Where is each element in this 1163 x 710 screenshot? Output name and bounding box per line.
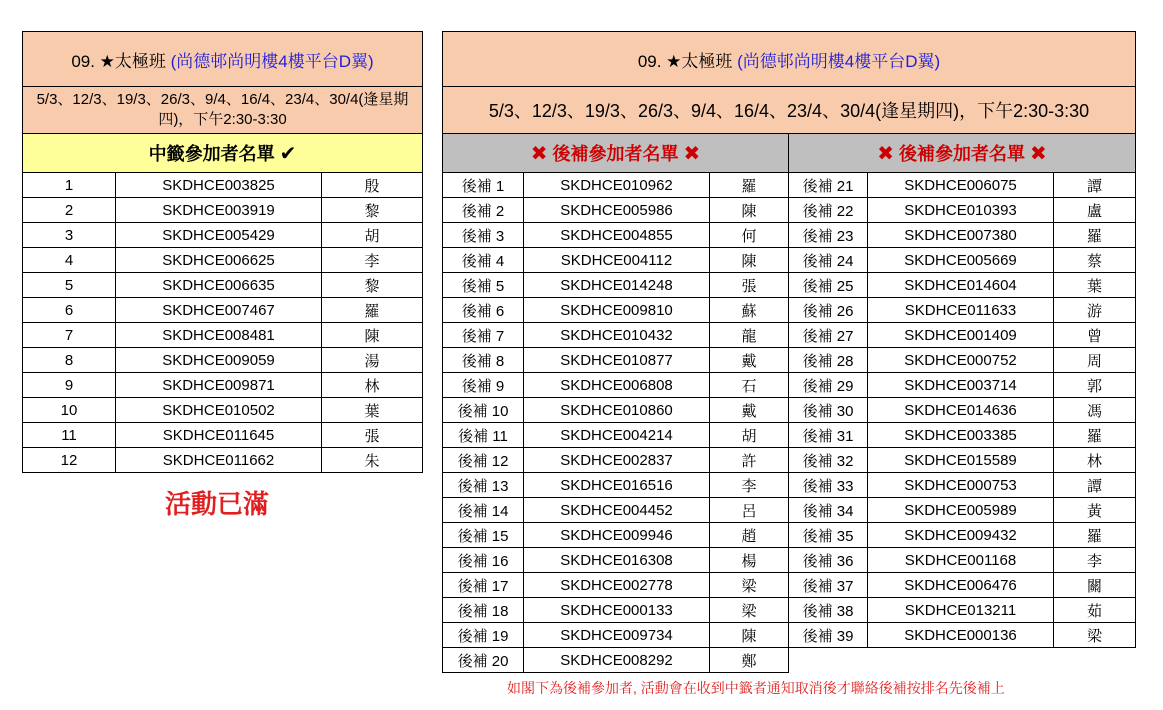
empty-cell xyxy=(789,648,868,673)
table-row xyxy=(443,173,1136,198)
cell-id: SKDHCE004855 xyxy=(524,223,710,248)
cell-id: SKDHCE009871 xyxy=(116,373,322,398)
cell-id: SKDHCE004214 xyxy=(524,423,710,448)
right-dates: 5/3、12/3、19/3、26/3、9/4、16/4、23/4、30/4(逢星期四)，下午2:30-3:30 xyxy=(443,87,1136,134)
table-row xyxy=(443,473,1136,498)
cell-name: 蘇 xyxy=(710,298,789,323)
cell-name: 馮 xyxy=(1054,398,1136,423)
cell-no: 後補 13 xyxy=(443,473,524,498)
cell-no: 後補 22 xyxy=(789,198,868,223)
cell-id: SKDHCE002778 xyxy=(524,573,710,598)
cell-name: 林 xyxy=(322,373,423,398)
table-row xyxy=(23,448,423,473)
cell-no: 後補 12 xyxy=(443,448,524,473)
cell-id: SKDHCE003825 xyxy=(116,173,322,198)
table-row xyxy=(443,273,1136,298)
cell-no: 5 xyxy=(23,273,116,298)
table-row xyxy=(23,273,423,298)
cell-id: SKDHCE005669 xyxy=(868,248,1054,273)
cell-id: SKDHCE014636 xyxy=(868,398,1054,423)
cell-no: 後補 2 xyxy=(443,198,524,223)
table-row xyxy=(23,298,423,323)
cell-no: 後補 24 xyxy=(789,248,868,273)
cell-no: 後補 16 xyxy=(443,548,524,573)
cell-no: 後補 38 xyxy=(789,598,868,623)
cell-no: 後補 36 xyxy=(789,548,868,573)
cell-no: 後補 33 xyxy=(789,473,868,498)
cell-name: 葉 xyxy=(1054,273,1136,298)
table-row xyxy=(23,373,423,398)
cell-name: 譚 xyxy=(1054,173,1136,198)
waitlist-note: 如閣下為後補參加者, 活動會在收到中籤者通知取消後才聯絡後補按排名先後補上 xyxy=(507,680,1005,696)
cell-name: 陳 xyxy=(322,323,423,348)
cell-id: SKDHCE006635 xyxy=(116,273,322,298)
table-row xyxy=(443,598,1136,623)
table-row xyxy=(443,373,1136,398)
left-title-prefix: 09. ★太極班 xyxy=(71,51,171,71)
cell-name: 陳 xyxy=(710,248,789,273)
cell-no: 4 xyxy=(23,248,116,273)
waitlist-header-1 xyxy=(443,134,789,173)
empty-cell xyxy=(868,648,1054,673)
left-dates: 5/3、12/3、19/3、26/3、9/4、16/4、23/4、30/4(逢星期四)，下午2:30-3:30 xyxy=(23,87,423,134)
cell-id: SKDHCE009734 xyxy=(524,623,710,648)
cell-name: 譚 xyxy=(1054,473,1136,498)
cell-id: SKDHCE010502 xyxy=(116,398,322,423)
cell-id: SKDHCE008481 xyxy=(116,323,322,348)
cell-id: SKDHCE004112 xyxy=(524,248,710,273)
cell-no: 後補 23 xyxy=(789,223,868,248)
cell-id: SKDHCE010432 xyxy=(524,323,710,348)
cell-id: SKDHCE007380 xyxy=(868,223,1054,248)
cell-name: 羅 xyxy=(322,298,423,323)
cell-name: 鄭 xyxy=(710,648,789,673)
cell-name: 張 xyxy=(322,423,423,448)
cross-icon: ✖ xyxy=(877,143,894,165)
cell-no: 後補 18 xyxy=(443,598,524,623)
cell-id: SKDHCE010962 xyxy=(524,173,710,198)
cell-name: 羅 xyxy=(710,173,789,198)
cell-name: 胡 xyxy=(710,423,789,448)
cell-name: 黃 xyxy=(1054,498,1136,523)
cell-no: 後補 15 xyxy=(443,523,524,548)
right-title xyxy=(443,32,1136,87)
cell-id: SKDHCE006625 xyxy=(116,248,322,273)
table-row xyxy=(23,323,423,348)
cell-no: 後補 1 xyxy=(443,173,524,198)
cell-name: 林 xyxy=(1054,448,1136,473)
table-row xyxy=(23,348,423,373)
cell-id: SKDHCE011645 xyxy=(116,423,322,448)
cell-no: 7 xyxy=(23,323,116,348)
cell-id: SKDHCE013211 xyxy=(868,598,1054,623)
cell-id: SKDHCE006808 xyxy=(524,373,710,398)
cell-name: 游 xyxy=(1054,298,1136,323)
cell-no: 後補 25 xyxy=(789,273,868,298)
cell-id: SKDHCE006476 xyxy=(868,573,1054,598)
cell-no: 後補 28 xyxy=(789,348,868,373)
table-row xyxy=(23,173,423,198)
cell-id: SKDHCE001409 xyxy=(868,323,1054,348)
waitlist-header-2 xyxy=(789,134,1136,173)
right-title-location: (尚德邨尚明樓4樓平台D翼) xyxy=(737,51,941,71)
cell-id: SKDHCE011662 xyxy=(116,448,322,473)
cell-name: 黎 xyxy=(322,198,423,223)
cell-name: 朱 xyxy=(322,448,423,473)
cell-no: 後補 32 xyxy=(789,448,868,473)
table-row xyxy=(23,223,423,248)
cell-no: 後補 5 xyxy=(443,273,524,298)
cell-id: SKDHCE016308 xyxy=(524,548,710,573)
cell-id: SKDHCE001168 xyxy=(868,548,1054,573)
cell-id: SKDHCE009810 xyxy=(524,298,710,323)
cell-id: SKDHCE003919 xyxy=(116,198,322,223)
cell-name: 湯 xyxy=(322,348,423,373)
cross-icon: ✖ xyxy=(530,143,548,165)
cell-no: 後補 14 xyxy=(443,498,524,523)
table-row xyxy=(443,623,1136,648)
cell-id: SKDHCE007467 xyxy=(116,298,322,323)
cell-no: 後補 26 xyxy=(789,298,868,323)
cell-name: 趙 xyxy=(710,523,789,548)
cell-no: 12 xyxy=(23,448,116,473)
cell-no: 後補 19 xyxy=(443,623,524,648)
cell-no: 3 xyxy=(23,223,116,248)
cell-name: 蔡 xyxy=(1054,248,1136,273)
cell-no: 後補 4 xyxy=(443,248,524,273)
cell-name: 梁 xyxy=(710,573,789,598)
cell-id: SKDHCE014604 xyxy=(868,273,1054,298)
cell-no: 後補 35 xyxy=(789,523,868,548)
cell-no: 11 xyxy=(23,423,116,448)
cell-id: SKDHCE010393 xyxy=(868,198,1054,223)
cell-no: 後補 39 xyxy=(789,623,868,648)
cell-no: 後補 8 xyxy=(443,348,524,373)
table-row xyxy=(443,523,1136,548)
cell-id: SKDHCE002837 xyxy=(524,448,710,473)
left-title xyxy=(23,32,423,87)
cell-name: 羅 xyxy=(1054,523,1136,548)
cell-name: 戴 xyxy=(710,348,789,373)
cell-name: 李 xyxy=(322,248,423,273)
table-row xyxy=(23,248,423,273)
table-row xyxy=(23,423,423,448)
cell-id: SKDHCE014248 xyxy=(524,273,710,298)
cell-no: 後補 6 xyxy=(443,298,524,323)
cell-no: 2 xyxy=(23,198,116,223)
cell-no: 後補 37 xyxy=(789,573,868,598)
cell-id: SKDHCE005986 xyxy=(524,198,710,223)
cell-no: 後補 20 xyxy=(443,648,524,673)
cell-id: SKDHCE009432 xyxy=(868,523,1054,548)
cell-id: SKDHCE010877 xyxy=(524,348,710,373)
cell-id: SKDHCE008292 xyxy=(524,648,710,673)
cell-name: 何 xyxy=(710,223,789,248)
cell-id: SKDHCE000753 xyxy=(868,473,1054,498)
cell-name: 胡 xyxy=(322,223,423,248)
table-row xyxy=(443,498,1136,523)
cell-no: 1 xyxy=(23,173,116,198)
table-row xyxy=(443,198,1136,223)
cell-no: 後補 27 xyxy=(789,323,868,348)
cell-name: 呂 xyxy=(710,498,789,523)
cell-name: 周 xyxy=(1054,348,1136,373)
cell-name: 梁 xyxy=(1054,623,1136,648)
cell-no: 後補 29 xyxy=(789,373,868,398)
cell-name: 陳 xyxy=(710,623,789,648)
cell-id: SKDHCE000752 xyxy=(868,348,1054,373)
cell-name: 關 xyxy=(1054,573,1136,598)
table-row xyxy=(443,398,1136,423)
cell-name: 許 xyxy=(710,448,789,473)
cell-no: 6 xyxy=(23,298,116,323)
cell-id: SKDHCE015589 xyxy=(868,448,1054,473)
cell-no: 後補 9 xyxy=(443,373,524,398)
cell-no: 8 xyxy=(23,348,116,373)
table-row xyxy=(443,573,1136,598)
cell-no: 後補 34 xyxy=(789,498,868,523)
table-row xyxy=(443,223,1136,248)
cell-no: 後補 3 xyxy=(443,223,524,248)
cell-no: 後補 21 xyxy=(789,173,868,198)
cell-no: 後補 17 xyxy=(443,573,524,598)
cell-name: 殷 xyxy=(322,173,423,198)
table-row xyxy=(443,323,1136,348)
cell-no: 9 xyxy=(23,373,116,398)
cell-no: 後補 11 xyxy=(443,423,524,448)
cell-id: SKDHCE000133 xyxy=(524,598,710,623)
activity-full-label: 活動已滿 xyxy=(165,489,270,519)
cell-name: 龍 xyxy=(710,323,789,348)
waitlist-header-label: 後補參加者名單 xyxy=(899,144,1025,164)
cell-name: 盧 xyxy=(1054,198,1136,223)
cross-icon: ✖ xyxy=(683,143,701,165)
table-row xyxy=(443,448,1136,473)
cell-no: 後補 10 xyxy=(443,398,524,423)
cell-name: 茹 xyxy=(1054,598,1136,623)
table-row xyxy=(443,248,1136,273)
table-row xyxy=(443,298,1136,323)
cell-name: 羅 xyxy=(1054,423,1136,448)
cell-id: SKDHCE010860 xyxy=(524,398,710,423)
cell-id: SKDHCE005429 xyxy=(116,223,322,248)
cell-name: 張 xyxy=(710,273,789,298)
cell-id: SKDHCE003714 xyxy=(868,373,1054,398)
check-icon: ✔ xyxy=(279,143,297,165)
cell-name: 黎 xyxy=(322,273,423,298)
table-row xyxy=(23,198,423,223)
cell-name: 羅 xyxy=(1054,223,1136,248)
table-row xyxy=(443,348,1136,373)
table-row xyxy=(443,548,1136,573)
cell-id: SKDHCE000136 xyxy=(868,623,1054,648)
table-row xyxy=(443,648,1136,673)
selected-participants-table xyxy=(22,31,423,473)
cell-name: 李 xyxy=(1054,548,1136,573)
waitlist-header-label: 後補參加者名單 xyxy=(552,144,679,164)
cell-no: 10 xyxy=(23,398,116,423)
cell-name: 戴 xyxy=(710,398,789,423)
cell-name: 曾 xyxy=(1054,323,1136,348)
cell-id: SKDHCE006075 xyxy=(868,173,1054,198)
cell-name: 葉 xyxy=(322,398,423,423)
cell-name: 石 xyxy=(710,373,789,398)
cross-icon: ✖ xyxy=(1030,143,1047,165)
cell-id: SKDHCE016516 xyxy=(524,473,710,498)
cell-name: 郭 xyxy=(1054,373,1136,398)
empty-cell xyxy=(1054,648,1136,673)
table-row xyxy=(23,398,423,423)
cell-no: 後補 31 xyxy=(789,423,868,448)
left-title-location: (尚德邨尚明樓4樓平台D翼) xyxy=(170,51,374,71)
cell-name: 陳 xyxy=(710,198,789,223)
cell-id: SKDHCE009059 xyxy=(116,348,322,373)
cell-name: 楊 xyxy=(710,548,789,573)
right-title-prefix: 09. ★太極班 xyxy=(637,51,738,71)
table-row xyxy=(443,423,1136,448)
waitlist-table xyxy=(442,31,1136,673)
cell-id: SKDHCE011633 xyxy=(868,298,1054,323)
cell-name: 梁 xyxy=(710,598,789,623)
cell-name: 李 xyxy=(710,473,789,498)
cell-id: SKDHCE004452 xyxy=(524,498,710,523)
cell-no: 後補 7 xyxy=(443,323,524,348)
selected-header xyxy=(23,134,423,173)
cell-id: SKDHCE003385 xyxy=(868,423,1054,448)
cell-id: SKDHCE005989 xyxy=(868,498,1054,523)
cell-id: SKDHCE009946 xyxy=(524,523,710,548)
cell-no: 後補 30 xyxy=(789,398,868,423)
selected-header-label: 中籤參加者名單 xyxy=(148,144,275,164)
